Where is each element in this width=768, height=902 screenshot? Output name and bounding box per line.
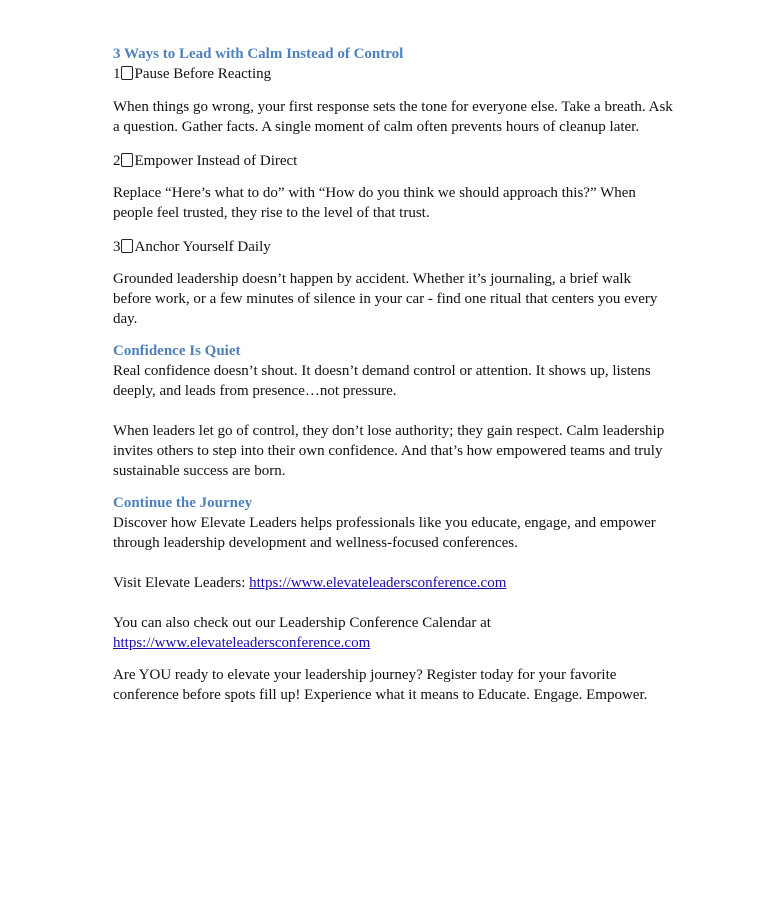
checkbox-icon [121,239,133,253]
list-item-2-title [113,151,673,171]
visit-link[interactable]: https://www.elevateleadersconference.com [249,575,507,591]
checkbox-icon [121,66,133,80]
checkbox-icon [121,153,133,167]
list-item-1-title [113,64,673,84]
calendar-link[interactable]: https://www.elevateleadersconference.com [113,635,371,651]
document-content [113,44,673,705]
item-title: Anchor Yourself Daily [134,239,271,255]
section-heading-confidence: Confidence Is Quiet [113,343,241,359]
item-2-body: Replace “Here’s what to do” with “How do you think we should approach this?” When people feel trusted, they rise to the level of that trust. [113,185,636,221]
calendar-text: You can also check out our Leadership Conference Calendar at [113,615,491,631]
item-3-body: Grounded leadership doesn’t happen by accident. Whether it’s journaling, a brief walk before work, or a few minutes of silence in your car - find one ritual that centers you every day. [113,271,658,327]
confidence-paragraph-1: Real confidence doesn’t shout. It doesn’t demand control or attention. It shows up, listens deeply, and leads from presence…not pressure. [113,363,651,399]
item-1-body: When things go wrong, your first response sets the tone for everyone else. Take a breath. Ask a question. Gather facts. A single moment of calm often prevents hours of cleanup later. [113,99,673,135]
item-number: 1 [113,66,121,82]
list-item-3-title [113,237,673,257]
visit-line [113,573,673,593]
item-number: 2 [113,153,121,169]
journey-paragraph: Discover how Elevate Leaders helps professionals like you educate, engage, and empower through leadership development and wellness-focused conferences. [113,515,656,551]
calendar-link-line [113,633,673,653]
item-number: 3 [113,239,121,255]
item-title: Empower Instead of Direct [134,153,298,169]
closing-paragraph: Are YOU ready to elevate your leadership journey? Register today for your favorite conference before spots fill up! Experience what it means to Educate. Engage. Empower. [113,667,648,703]
section-heading-journey: Continue the Journey [113,495,253,511]
visit-label: Visit Elevate Leaders: [113,575,250,591]
item-title: Pause Before Reacting [134,66,272,82]
confidence-paragraph-2: When leaders let go of control, they don’t lose authority; they gain respect. Calm leadership invites others to step into their own confidence. And that’s how empowered teams and truly sustainable success are born. [113,423,665,479]
section-heading-ways: 3 Ways to Lead with Calm Instead of Control [113,46,404,62]
